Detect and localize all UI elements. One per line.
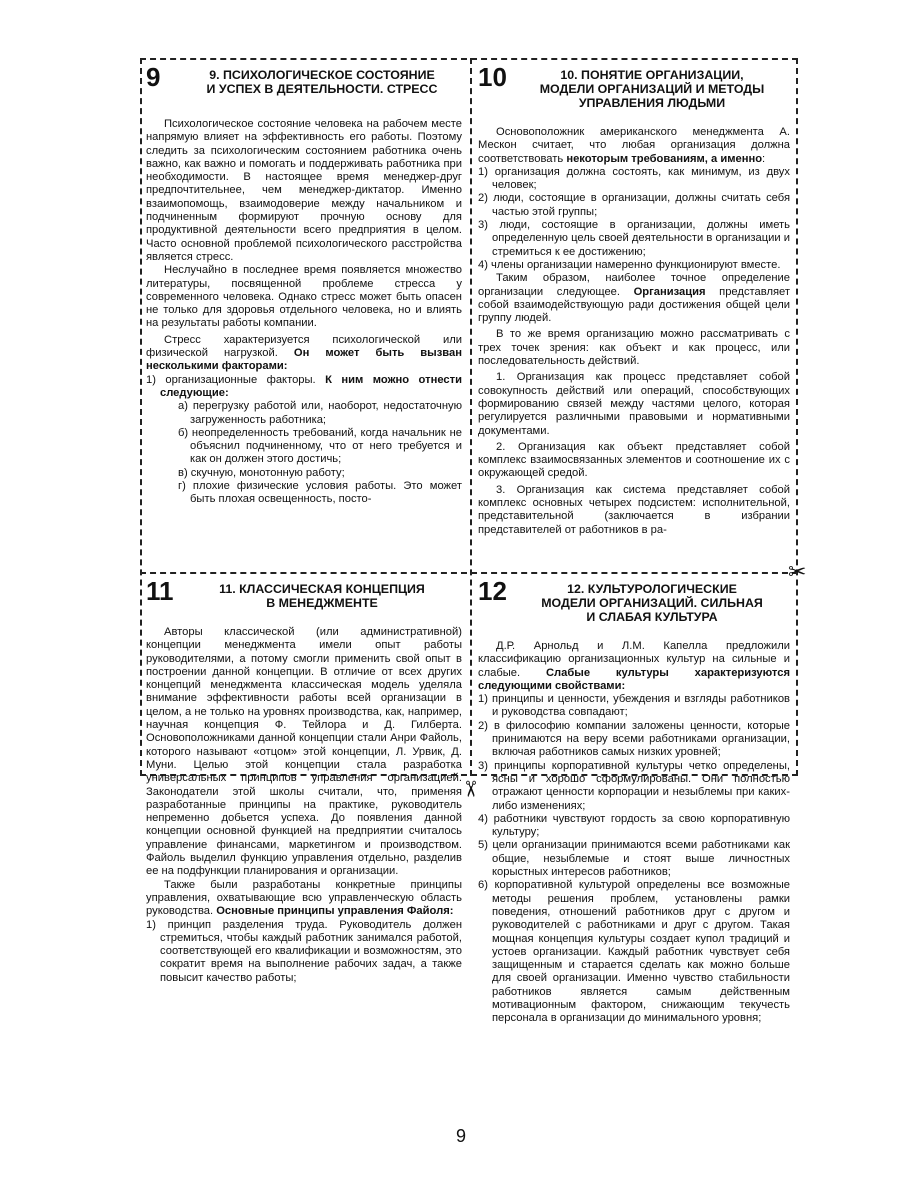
card-title xyxy=(182,68,462,96)
bold-text: Основные принципы управления Файоля: xyxy=(216,905,454,918)
paragraph xyxy=(146,480,462,507)
text-run: 1. Организация как процесс представляет собой совокупность действий или операций, способствующих формированию связей между частями целого, которая регулируется различными правовыми и нормативными документами. xyxy=(478,371,790,437)
card-body xyxy=(146,626,462,985)
text-run: 2. Организация как объект представляет собой комплекс взаимосвязанных элементов и соотношение их с окружающей средой. xyxy=(478,440,790,480)
card-header xyxy=(146,66,462,118)
card-title-line: УПРАВЛЕНИЯ ЛЮДЬМИ xyxy=(578,96,726,110)
bold-text: некоторым требованиям, а именно xyxy=(566,152,763,165)
scissors-icon: ✂ xyxy=(457,779,483,799)
paragraph xyxy=(146,400,462,427)
text-run: 4) члены организации намеренно функционируют вместе. xyxy=(478,258,781,271)
text-run: представляет собой взаимодействующую ради достижения общей цели группу людей. xyxy=(478,285,790,325)
paragraph xyxy=(478,126,790,166)
paragraph xyxy=(478,219,790,259)
paragraph xyxy=(146,374,462,401)
text-run: 5) цели организации принимаются всеми работниками как общие, незыблемые и стоят выше личностных корыстных интересов работников; xyxy=(478,839,790,879)
paragraph xyxy=(146,626,462,879)
paragraph xyxy=(146,334,462,374)
card-title-line: МОДЕЛИ ОРГАНИЗАЦИЙ. СИЛЬНАЯ xyxy=(541,596,763,610)
bold-text: Организация xyxy=(633,285,706,298)
card-10 xyxy=(478,66,790,566)
card-12 xyxy=(478,576,791,1025)
vertical-cut-line xyxy=(470,58,472,776)
text-run: 2) люди, состоящие в организации, должны считать себя частью этой группы; xyxy=(478,192,790,218)
card-number: 10 xyxy=(478,66,507,92)
card-title xyxy=(514,582,790,624)
paragraph xyxy=(478,328,790,368)
card-number: 11 xyxy=(146,576,174,606)
text-run: Таким образом, наиболее точное определение организации следующее. xyxy=(478,272,790,298)
card-number: 9 xyxy=(146,66,161,92)
paragraph xyxy=(478,813,790,840)
text-run: Авторы классической (или административной) концепции менеджмента имели опыт работы руководителями, а потому смогли применить свой опыт в построении данной концепции. В отличие от всех других концепций менеджмента классическая модель уделяла внимание эффективности работы всей организации в целом, а не только на уровнях производства, как, например, научная концепция Ф. Тейлора и Д. Гилберта. Основоположниками данной концепции стали Анри Файоль, которого называют «отцом» этой концепции, Л. Урвик, Д. Муни. Целью этой концепции стала разработка универсальных принципов управления организацией. Законодатели этой школы считали, что, применяя разработанные принципы на практике, руководитель непременно добьется успеха. До появления данной концепции основной функцией на предприятии считалось управление финансами, маркетингом и производством. Файоль выделил функцию управления отдельно, разделив ее на подфункции планирования и организации. xyxy=(146,626,462,878)
text-run: г) плохие физические условия работы. Это может быть плохая освещенность, посто- xyxy=(178,480,462,506)
text-run: В то же время организацию можно рассматривать с трех точек зрения: как объект и как процесс, или последовательность действий. xyxy=(478,328,790,368)
card-title-line: И УСПЕХ В ДЕЯТЕЛЬНОСТИ. СТРЕСС xyxy=(206,82,438,96)
paragraph xyxy=(478,192,790,219)
card-11 xyxy=(146,576,462,984)
paragraph xyxy=(478,879,790,1025)
card-body xyxy=(478,126,790,537)
text-run: Также были разработаны конкретные принципы управления, охватывающие всю управленческую область руководства. xyxy=(146,878,462,918)
text-run: : xyxy=(762,152,766,165)
paragraph xyxy=(478,272,790,325)
text-run: 3) принципы корпоративной культуры четко определены, ясны и хорошо сформулированы. Они полностью отражают ценности корпорации и незыблемы при каких-либо изменениях; xyxy=(478,759,790,812)
card-title xyxy=(514,68,790,110)
text-run: 6) корпоративной культурой определены все возможные методы решения проблем, установлены рамки поведения, отношений работников друг с другом и руководителей с работниками и друг с другом. Такая мощная концепция культуры создает купол традиций и устоев организации. Каждый работник чувствует себя защищенным и старается сделать как можно больше для своей организации. Именно чувство стабильности работников является самым действенным мотивационным фактором, снижающим текучесть персонала в организации до минимального уровня; xyxy=(478,879,790,1025)
text-run: Стресс характеризуется психологической или физической нагрузкой. xyxy=(146,333,462,360)
paragraph xyxy=(478,693,790,720)
text-run: 2) в философию компании заложены ценности, которые принимаются на веру всеми работниками организации, включая работников самых низких уровней; xyxy=(478,719,790,759)
text-run: Неслучайно в последнее время появляется множество литературы, посвященной проблеме стресса у современного человека. Однако стресс может быть опасен не только для здоровья отдельного человека, но и влиять на результаты работы компании. xyxy=(146,264,462,330)
card-title-line: В МЕНЕДЖМЕНТЕ xyxy=(266,596,378,610)
text-run: 3. Организация как система представляет собой комплекс основных четырех подсистем: исполнительной, представительной (заключается в избрании представителей от работников в ра- xyxy=(478,483,790,536)
text-run: а) перегрузку работой или, наоборот, недостаточную загруженность работника; xyxy=(178,400,462,426)
text-run: 1) организационные факторы. xyxy=(146,373,326,386)
paragraph xyxy=(478,839,790,879)
bold-text: Слабые культуры характеризуются следующими свойствами: xyxy=(478,666,791,692)
card-title-line: И СЛАБАЯ КУЛЬТУРА xyxy=(586,610,718,624)
card-header xyxy=(146,576,462,626)
card-title-line: 11. КЛАССИЧЕСКАЯ КОНЦЕПЦИЯ xyxy=(219,582,425,596)
paragraph xyxy=(478,484,790,537)
card-title-line: 12. КУЛЬТУРОЛОГИЧЕСКИЕ xyxy=(567,582,737,596)
paragraph xyxy=(146,467,462,480)
card-title-line: 9. ПСИХОЛОГИЧЕСКОЕ СОСТОЯНИЕ xyxy=(209,68,435,82)
paragraph xyxy=(478,259,790,272)
horizontal-cut-line xyxy=(140,572,798,574)
text-run: в) скучную, монотонную работу; xyxy=(178,466,345,479)
paragraph xyxy=(478,166,790,193)
paragraph xyxy=(478,441,790,481)
text-run: 3) люди, состоящие в организации, должны иметь определенную цель своей деятельности в организации и стремиться к ее достижению; xyxy=(478,219,790,258)
paragraph xyxy=(478,640,790,693)
paragraph xyxy=(146,879,462,919)
card-body xyxy=(146,118,462,507)
text-run: Основоположник американского менеджмента А. Мескон считает, что любая организация должна соответствовать xyxy=(478,126,790,165)
paragraph xyxy=(146,427,462,467)
paragraph xyxy=(478,720,790,760)
text-run: б) неопределенность требований, когда начальник не объяснил подчиненному, что от него требуется и как он должен этого достичь; xyxy=(178,426,462,466)
card-title-line: 10. ПОНЯТИЕ ОРГАНИЗАЦИИ, xyxy=(560,68,744,82)
card-number: 12 xyxy=(478,576,507,606)
page-number: 9 xyxy=(456,1126,467,1146)
paragraph xyxy=(146,118,462,264)
paragraph xyxy=(478,760,790,813)
card-9 xyxy=(146,66,462,566)
scissors-icon: ✂ xyxy=(788,560,807,585)
paragraph xyxy=(146,264,462,330)
text-run: Психологическое состояние человека на рабочем месте напрямую влияет на эффективность его работы. Поэтому следить за психологическим состоянием работника очень важно, как важно и помогать и поддерживать работника при необходимости. В настоящее время менеджер-друг предпочтительнее, чем менеджер-диктатор. Именно взаимопомощь, взаимодоверие между начальником и подчиненным формируют прочную основу для продуктивной деятельности всего предприятия в целом. Часто основной проблемой психологического расстройства является стресс. xyxy=(146,118,462,263)
bold-text: Он может быть вызван несколькими факторами: xyxy=(146,347,462,373)
text-run: 4) работники чувствуют гордость за свою корпоративную культуру; xyxy=(478,812,790,839)
card-header xyxy=(478,576,790,640)
bold-text: К ним можно отнести следующие: xyxy=(160,373,462,399)
text-run: 1) принципы и ценности, убеждения и взгляды работников и руководства совпадают; xyxy=(478,693,790,719)
paragraph xyxy=(478,371,790,437)
text-run: 1) организация должна состоять, как минимум, из двух человек; xyxy=(478,165,790,192)
paragraph xyxy=(146,919,462,985)
card-header xyxy=(478,66,790,126)
card-title-line: МОДЕЛИ ОРГАНИЗАЦИЙ И МЕТОДЫ xyxy=(539,82,765,96)
text-run: 1) принцип разделения труда. Руководитель должен стремиться, чтобы каждый работник занимался работой, соответствующей его квалификации и возможностям, это сократит время на выполнение рабочих задач, а также повысит качество работы; xyxy=(146,918,462,984)
text-run: Д.Р. Арнольд и Л.М. Капелла предложили классификацию организационных культур на сильные и слабые. xyxy=(478,640,790,679)
card-title xyxy=(182,582,462,610)
card-body xyxy=(478,640,790,1026)
